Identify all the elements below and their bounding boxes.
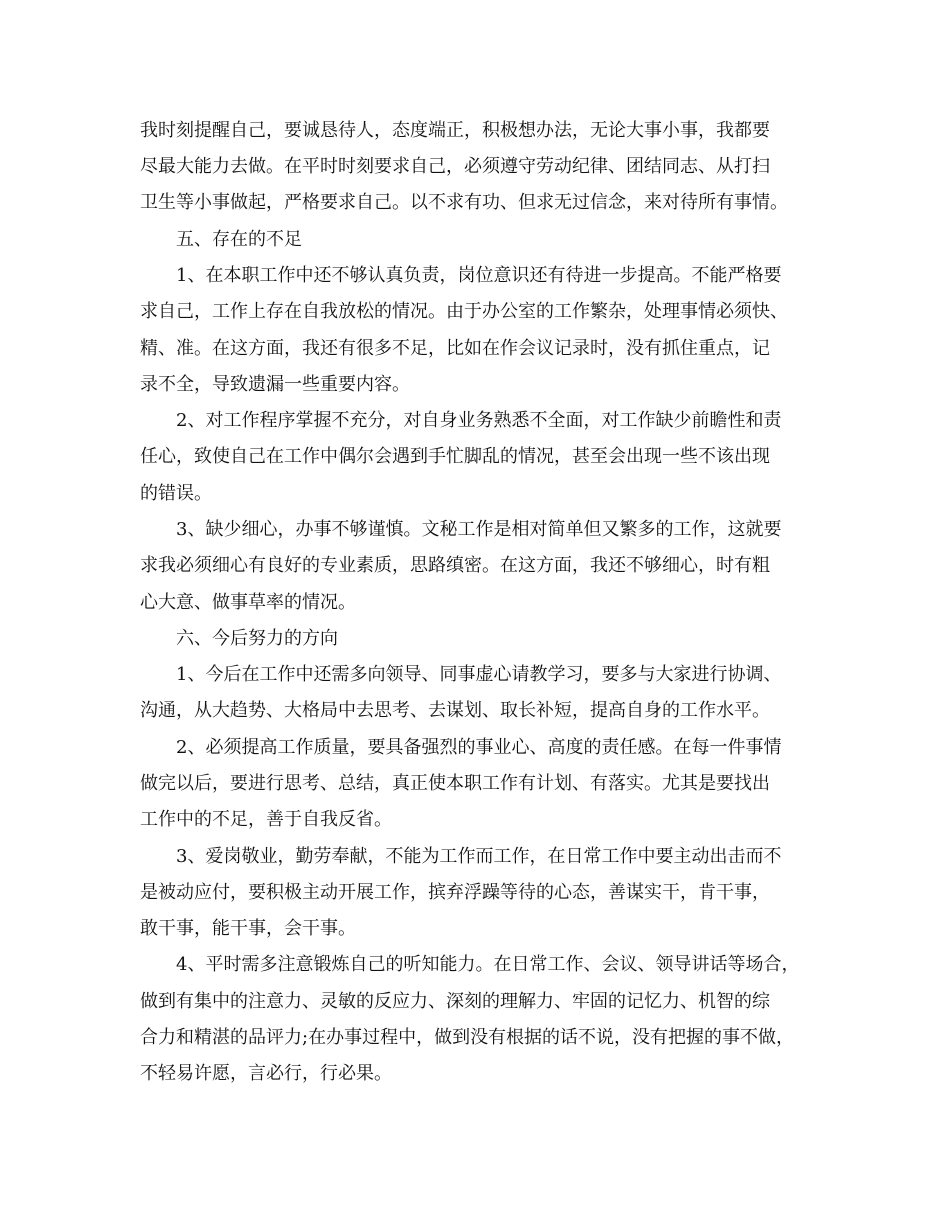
paragraph-line: 敢干事，能干事，会干事。 [140,918,356,939]
paragraph-line: 录不全，导致遗漏一些重要内容。 [140,374,410,395]
paragraph-line: 3、缺少细心，办事不够谨慎。文秘工作是相对简单但又繁多的工作，这就要 [176,519,782,540]
paragraph-line: 尽最大能力去做。在平时时刻要求自己，必须遵守劳动纪律、团结同志、从打扫 [140,156,770,177]
paragraph-line: 工作中的不足，善于自我反省。 [140,809,392,830]
paragraph-line: 合力和精湛的品评力;在办事过程中，做到没有根据的话不说，没有把握的事不做， [140,1027,795,1048]
section-heading: 六、今后努力的方向 [176,628,338,649]
paragraph-line: 精、准。在这方面，我还有很多不足，比如在作会议记录时，没有抓住重点，记 [140,338,770,359]
paragraph-line: 我时刻提醒自己，要诚恳待人，态度端正，积极想办法，无论大事小事，我都要 [140,120,770,141]
paragraph-line: 心大意、做事草率的情况。 [140,592,356,613]
paragraph-line: 1、在本职工作中还不够认真负责，岗位意识还有待进一步提高。不能严格要 [176,265,782,286]
paragraph-line: 任心，致使自己在工作中偶尔会遇到手忙脚乱的情况，甚至会出现一些不该出现 [140,446,770,467]
paragraph-line: 2、必须提高工作质量，要具备强烈的事业心、高度的责任感。在每一件事情 [176,737,782,758]
paragraph-line: 卫生等小事做起，严格要求自己。以不求有功、但求无过信念，来对待所有事情。 [140,192,788,213]
paragraph-line: 4、平时需多注意锻炼自己的听知能力。在日常工作、会议、领导讲话等场合， [176,954,800,975]
paragraph-line: 不轻易许愿，言必行，行必果。 [140,1063,392,1084]
paragraph-line: 是被动应付，要积极主动开展工作，摈弃浮躁等待的心态，善谋实干，肯干事， [140,882,770,903]
paragraph-line: 做到有集中的注意力、灵敏的反应力、深刻的理解力、牢固的记忆力、机智的综 [140,991,770,1012]
paragraph-line: 3、爱岗敬业，勤劳奉献，不能为工作而工作，在日常工作中要主动出击而不 [176,846,782,867]
paragraph-line: 的错误。 [140,483,212,504]
paragraph-line: 做完以后，要进行思考、总结，真正使本职工作有计划、有落实。尤其是要找出 [140,773,770,794]
paragraph-line: 沟通，从大趋势、大格局中去思考、去谋划、取长补短，提高自身的工作水平。 [140,700,770,721]
section-heading: 五、存在的不足 [176,229,302,250]
paragraph-line: 求我必须细心有良好的专业素质，思路缜密。在这方面，我还不够细心，时有粗 [140,555,770,576]
paragraph-line: 2、对工作程序掌握不充分，对自身业务熟悉不全面，对工作缺少前瞻性和责 [176,410,782,431]
paragraph-line: 1、今后在工作中还需多向领导、同事虚心请教学习，要多与大家进行协调、 [176,664,782,685]
paragraph-line: 求自己，工作上存在自我放松的情况。由于办公室的工作繁杂，处理事情必须快、 [140,301,788,322]
